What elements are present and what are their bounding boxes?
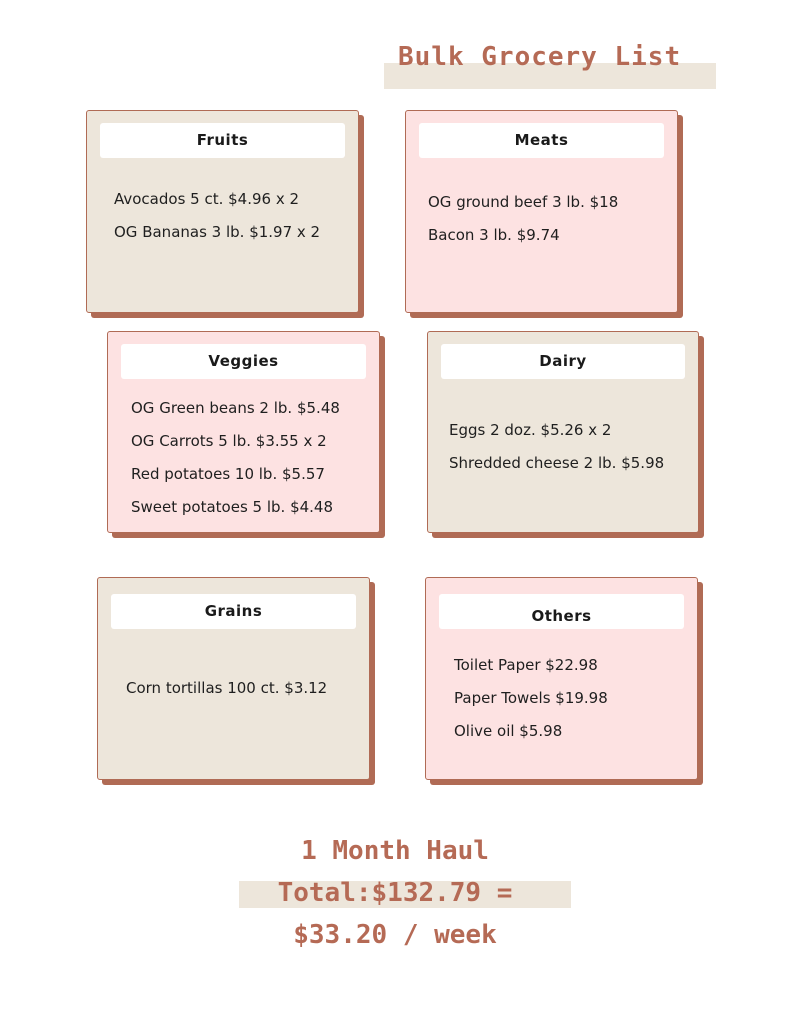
title-block <box>384 40 716 90</box>
card-header-veggies: Veggies <box>121 344 366 379</box>
card-header-dairy: Dairy <box>441 344 685 379</box>
list-item: Bacon 3 lb. $9.74 <box>428 226 560 244</box>
list-item: Toilet Paper $22.98 <box>454 656 598 674</box>
list-item: Paper Towels $19.98 <box>454 689 608 707</box>
list-item: Avocados 5 ct. $4.96 x 2 <box>114 190 300 208</box>
summary-heading: 1 Month Haul <box>301 836 489 866</box>
list-item: Corn tortillas 100 ct. $3.12 <box>126 679 328 697</box>
page-title: Bulk Grocery List <box>398 42 682 72</box>
card-header-grains: Grains <box>111 594 356 629</box>
list-item: OG Bananas 3 lb. $1.97 x 2 <box>114 223 321 241</box>
item-list-grains <box>126 672 327 705</box>
item-list-fruits <box>114 183 320 249</box>
summary-weekly: $33.20 / week <box>293 920 497 950</box>
list-item: OG Green beans 2 lb. $5.48 <box>131 399 340 417</box>
card-veggies <box>107 331 380 533</box>
card-header-others: Others <box>439 594 684 629</box>
item-list-veggies <box>131 392 340 524</box>
list-item: Sweet potatoes 5 lb. $4.48 <box>131 498 334 516</box>
card-others <box>425 577 698 780</box>
list-item: Eggs 2 doz. $5.26 x 2 <box>449 421 612 439</box>
card-dairy <box>427 331 699 533</box>
card-fruits <box>86 110 359 313</box>
item-list-dairy <box>449 414 664 480</box>
card-grains <box>97 577 370 780</box>
summary-total: Total:$132.79 = <box>277 878 513 908</box>
list-item: OG ground beef 3 lb. $18 <box>428 193 619 211</box>
list-item: OG Carrots 5 lb. $3.55 x 2 <box>131 432 327 450</box>
card-meats <box>405 110 678 313</box>
list-item: Olive oil $5.98 <box>454 722 563 740</box>
item-list-others <box>454 649 608 748</box>
list-item: Shredded cheese 2 lb. $5.98 <box>449 454 665 472</box>
card-header-meats: Meats <box>419 123 664 158</box>
list-item: Red potatoes 10 lb. $5.57 <box>131 465 325 483</box>
item-list-meats <box>428 186 618 252</box>
card-header-fruits: Fruits <box>100 123 345 158</box>
